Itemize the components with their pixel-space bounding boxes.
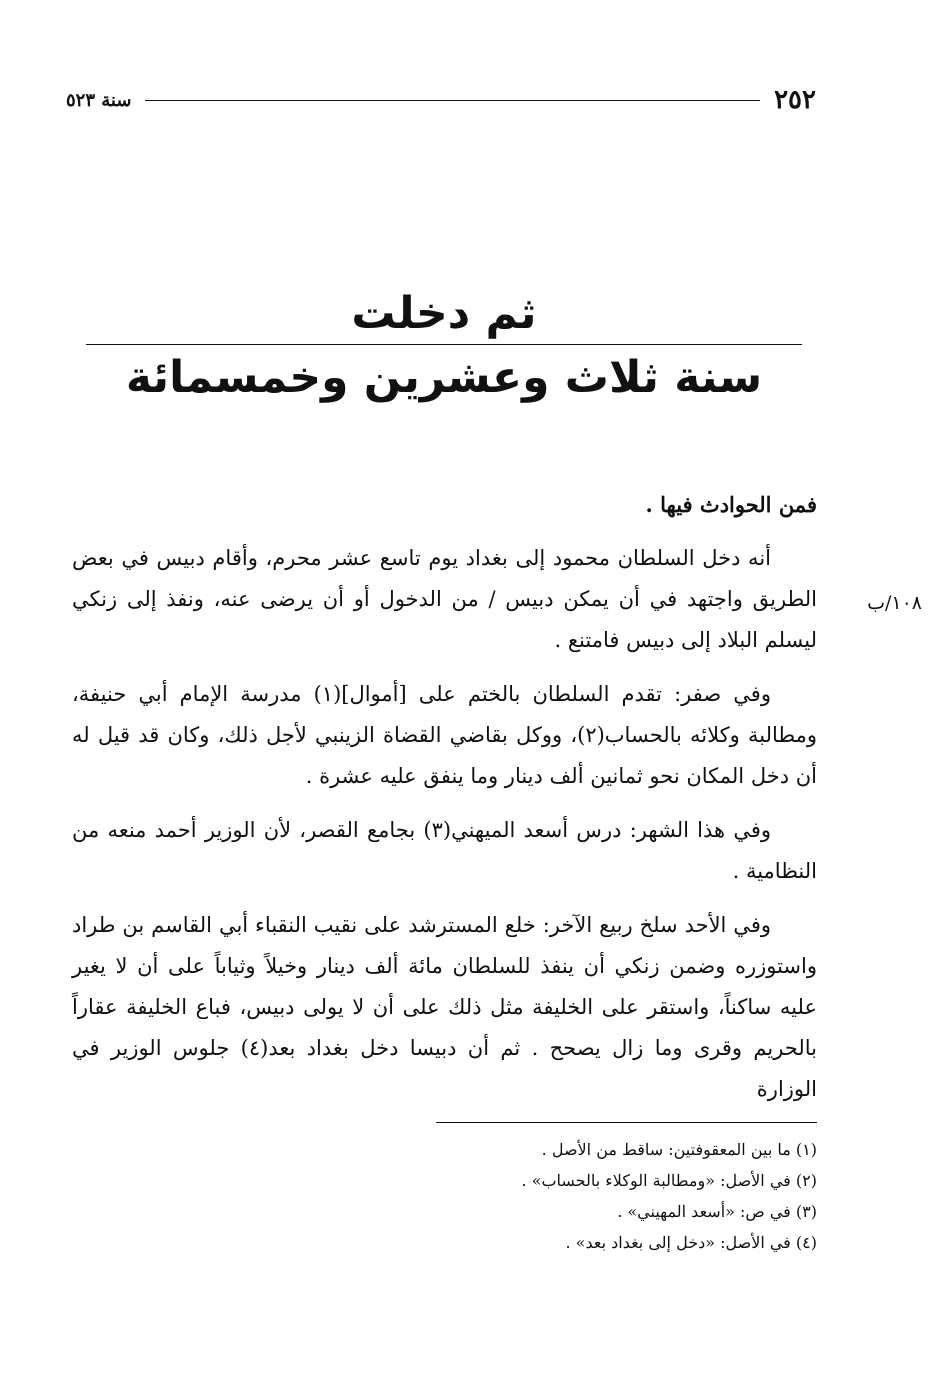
footnotes <box>300 1134 817 1258</box>
header-rule <box>145 100 760 101</box>
events-heading: فمن الحوادث فيها . <box>645 492 817 517</box>
footnote: (٣) في ص: «أسعد المهيني» . <box>617 1202 817 1221</box>
folio-margin-note: ١٠٨/ب <box>867 592 922 614</box>
footnote: (٤) في الأصل: «دخل إلى بغداد بعد» . <box>565 1233 817 1252</box>
running-header <box>66 80 816 120</box>
footnote: (٢) في الأصل: «ومطالبة الوكلاء بالحساب» . <box>521 1171 817 1190</box>
paragraph: وفي هذا الشهر: درس أسعد الميهني(٣) بجامع القصر، لأن الوزير أحمد منعه من النظامية . <box>72 818 817 883</box>
paragraph: وفي الأحد سلخ ربيع الآخر: خلع المسترشد على نقيب النقباء أبي القاسم بن طراد واستوزره وضمن زنكي أن ينفذ للسلطان مائة ألف دينار وخيلاً وثياباً على أن لا يغير عليه ساكناً، واستقر على الخليفة مثل ذلك على أن لا يولى دبيس، فباع الخليفة عقاراً بالحريم وقرى وما زال يصحح . ثم أن دبيسا دخل بغداد بعد(٤) جلوس الوزير في الوزارة <box>72 913 817 1101</box>
title-divider <box>86 344 802 345</box>
paragraph: أنه دخل السلطان محمود إلى بغداد يوم تاسع عشر محرم، وأقام دبيس في بعض الطريق واجتهد في أن يمكن دبيس / من الدخول أو أن يرضى عنه، ونفذ إلى زنكي ليسلم البلاد إلى دبيس فامتنع . <box>72 546 817 652</box>
chapter-title-line2: سنة ثلاث وعشرين وخمسمائة <box>125 352 763 403</box>
page-number: ٢٥٢ <box>774 85 816 115</box>
body-text <box>72 484 817 1123</box>
year-label: سنة ٥٢٣ <box>66 89 132 111</box>
chapter-title-line1: ثم دخلت <box>351 288 537 339</box>
footnote-divider <box>436 1122 817 1123</box>
paragraph: وفي صفر: تقدم السلطان بالختم على [أموال](١) مدرسة الإمام أبي حنيفة، ومطالبة وكلائه بالحساب(٢)، ووكل بقاضي القضاة الزينبي لأجل ذلك، وكان قد قيل له أن دخل المكان نحو ثمانين ألف دينار وما ينفق عليه عشرة . <box>72 682 817 788</box>
footnote: (١) ما بين المعقوفتين: ساقط من الأصل . <box>541 1140 817 1159</box>
